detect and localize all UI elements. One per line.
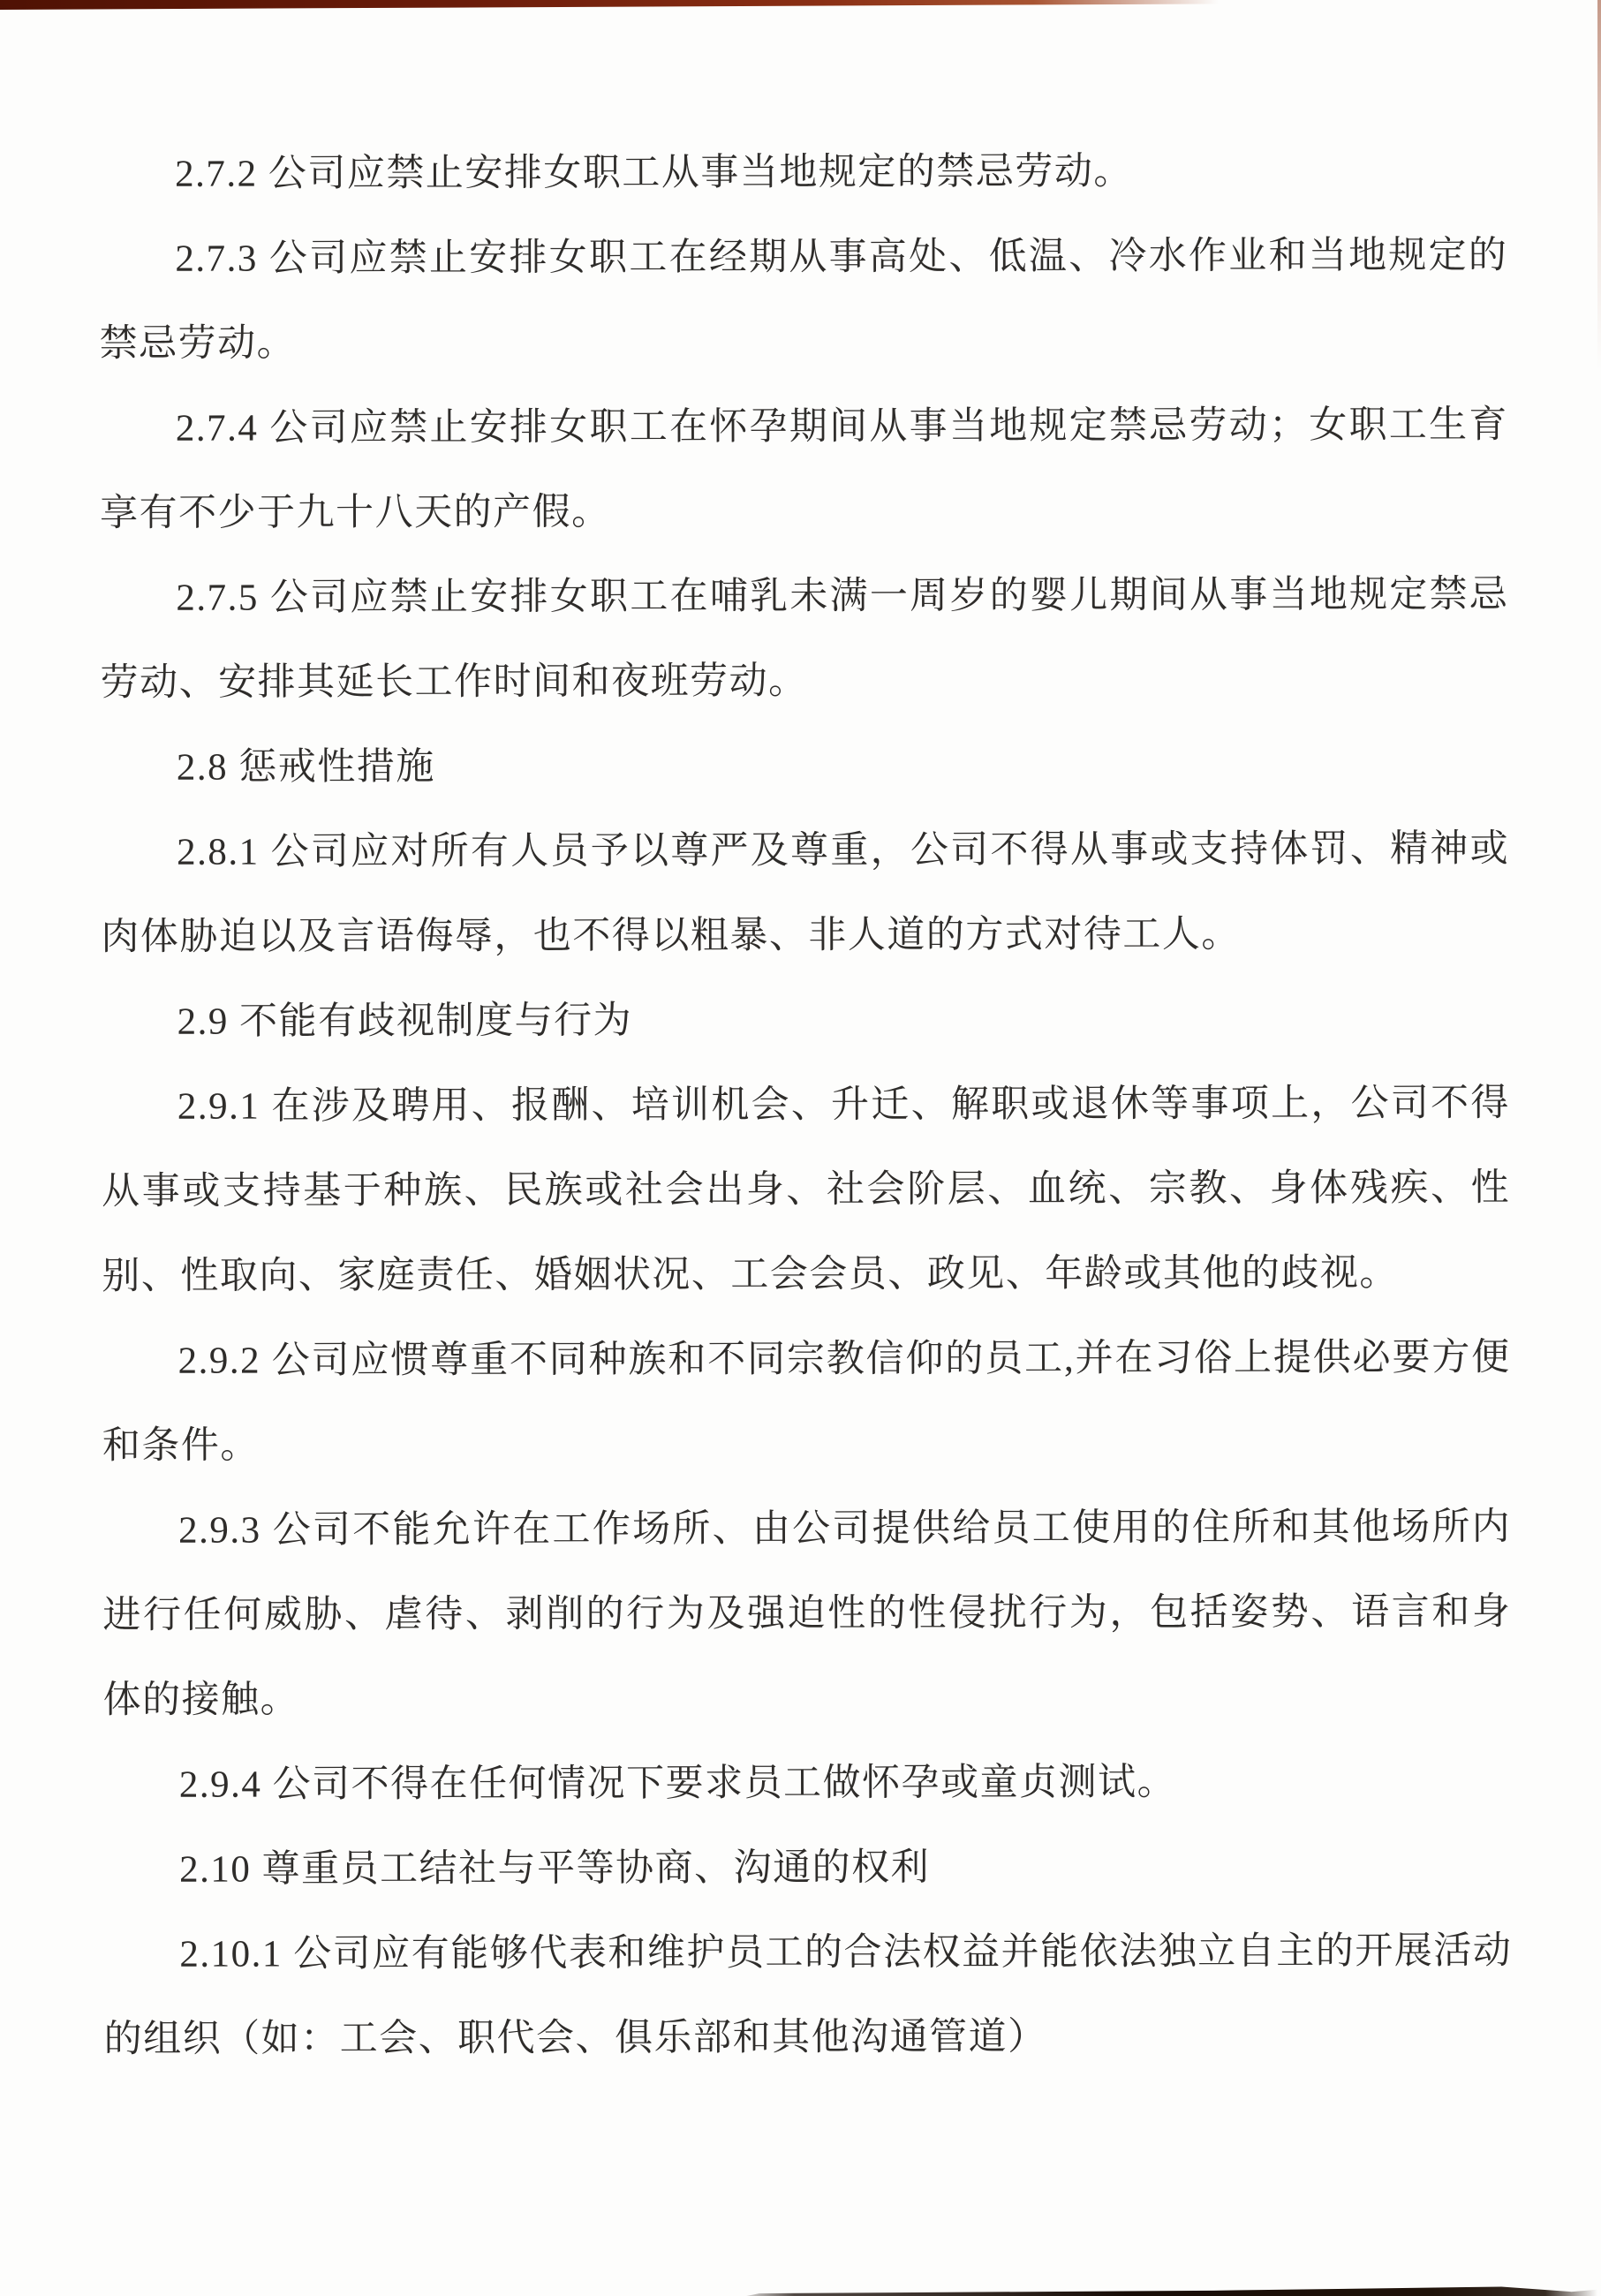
para-2-9-4: 2.9.4 公司不得在任何情况下要求员工做怀孕或童贞测试。 [178, 1761, 1177, 1806]
photo-bottom-edge-artifact [733, 2285, 1601, 2296]
para-2-7-4: 2.7.4 公司应禁止安排女职工在怀孕期间从事当地规定禁忌劳动；女职工生育享有不少于九十八天的产假。 [100, 404, 1508, 534]
para-2-7-3: 2.7.3 公司应禁止安排女职工在经期从事高处、低温、冷水作业和当地规定的禁忌劳动。 [99, 234, 1508, 365]
document-body-text [99, 129, 1513, 2082]
para-2-9-1: 2.9.1 在涉及聘用、报酬、培训机会、升迁、解职或退休等事项上，公司不得从事或支持基于种族、民族或社会出身、社会阶层、血统、宗教、身体残疾、性别、性取向、家庭责任、婚姻状况、工会会员、政见、年龄或其他的歧视。 [102, 1082, 1511, 1297]
para-2-8-1: 2.8.1 公司应对所有人员予以尊严及尊重，公司不得从事或支持体罚、精神或肉体胁迫以及言语侮辱，也不得以粗暴、非人道的方式对待工人。 [101, 827, 1510, 958]
heading-2-9: 2.9 不能有歧视制度与行为 [177, 1000, 633, 1043]
para-2-9-3: 2.9.3 公司不能允许在工作场所、由公司提供给员工使用的住所和其他场所内进行任何威胁、虐待、剥削的行为及强迫性的性侵扰行为，包括姿势、语言和身体的接触。 [102, 1506, 1512, 1721]
heading-2-8: 2.8 惩戒性措施 [176, 746, 435, 789]
heading-2-10: 2.10 尊重员工结社与平等协商、沟通的权利 [179, 1847, 931, 1891]
photo-top-edge-artifact [0, 0, 1325, 10]
para-2-7-2: 2.7.2 公司应禁止安排女职工从事当地规定的禁忌劳动。 [175, 150, 1133, 195]
para-2-9-2: 2.9.2 公司应惯尊重不同种族和不同宗教信仰的员工,并在习俗上提供必要方便和条件。 [102, 1336, 1511, 1467]
para-2-7-5: 2.7.5 公司应禁止安排女职工在哺乳未满一周岁的婴儿期间从事当地规定禁忌劳动、安排其延长工作时间和夜班劳动。 [100, 573, 1509, 704]
photo-right-edge-artifact [1597, 0, 1601, 371]
para-2-10-1: 2.10.1 公司应有能够代表和维护员工的合法权益并能依法独立自主的开展活动的组织（如：工会、职代会、俱乐部和其他沟通管道） [103, 1930, 1513, 2060]
